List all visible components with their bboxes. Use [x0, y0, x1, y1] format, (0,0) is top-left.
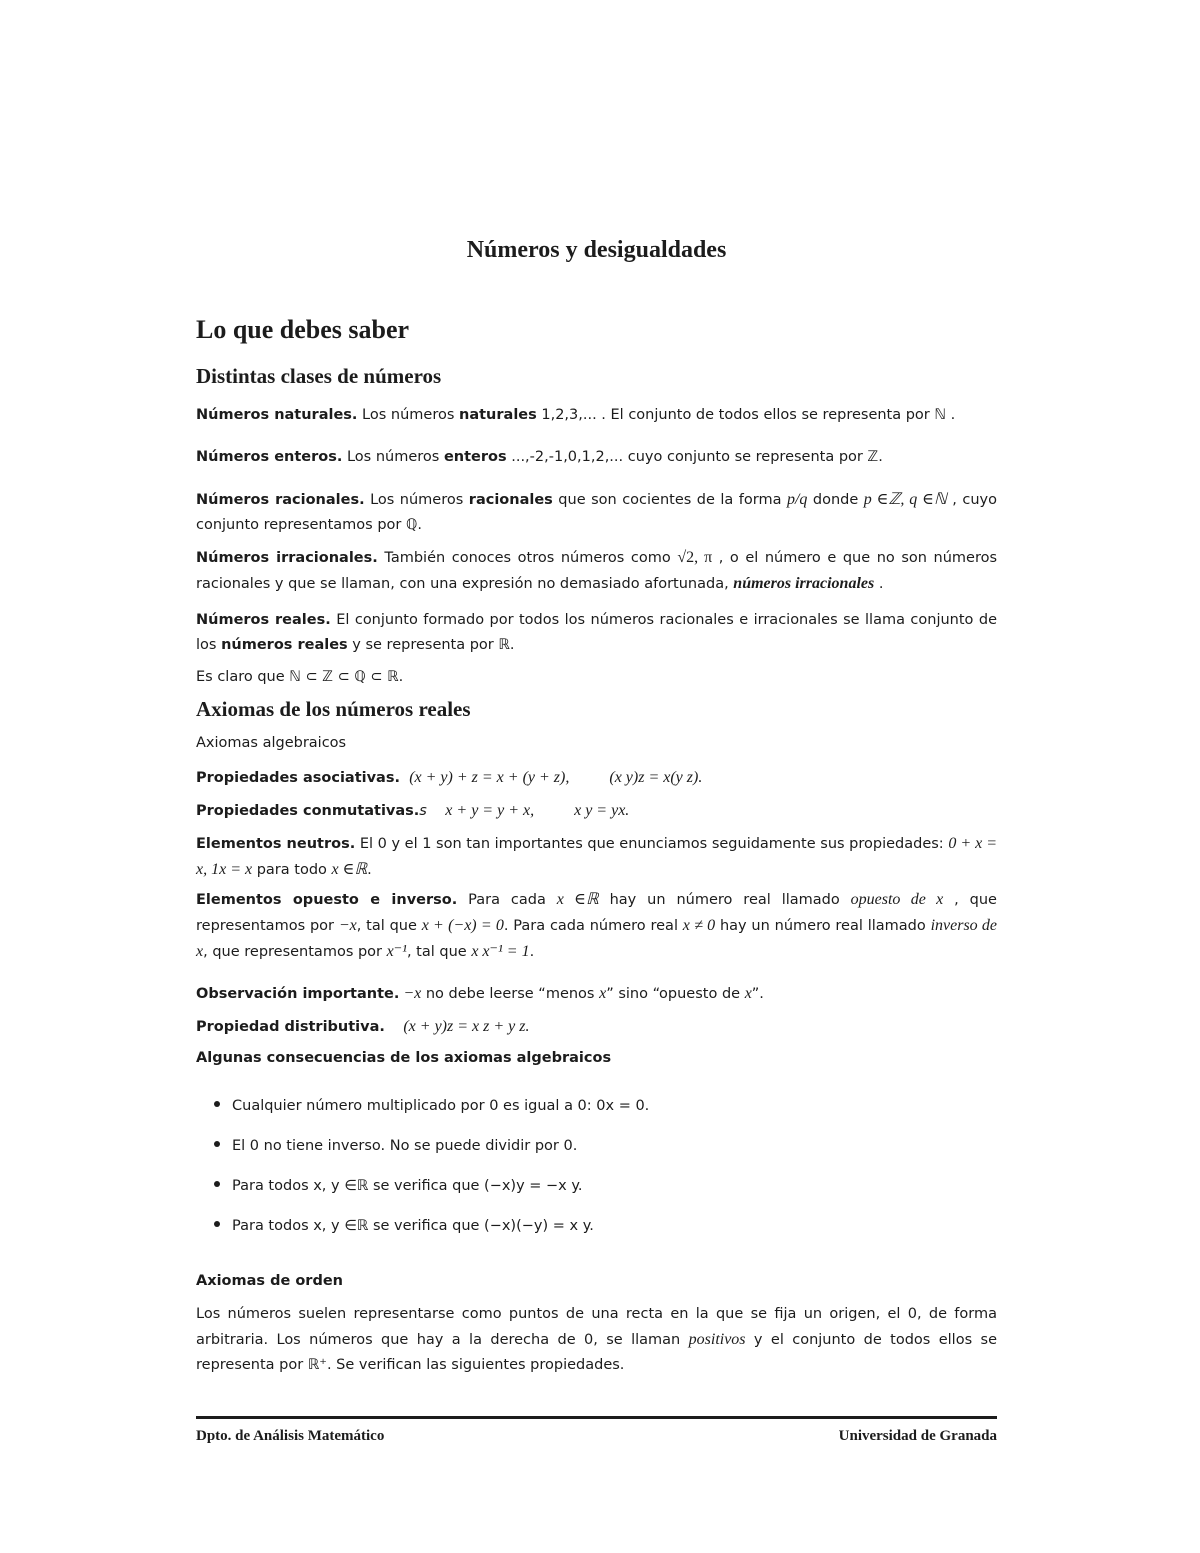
axiomas-orden-heading: Axiomas de orden [196, 1273, 343, 1289]
axiomas-algebraicos-label: Axiomas algebraicos [196, 735, 347, 751]
page [196, 0, 997, 1553]
inclusion-chain: Es claro que ℕ ⊂ ℤ ⊂ ℚ ⊂ ℝ. [196, 669, 404, 685]
bullet-icon [214, 1221, 220, 1227]
list-item: Para todos x, y ∈ℝ se verifica que (−x)(−y) = x y. [214, 1218, 594, 1234]
subsection-clases: Distintas clases de números [196, 364, 442, 388]
bullet-icon [214, 1141, 220, 1147]
para-asociativas: Propiedades asociativas. (x + y) + z = x + (y + z), (x y)z = x(y z). [196, 769, 703, 786]
list-item: Para todos x, y ∈ℝ se verifica que (−x)y = −x y. [214, 1178, 583, 1194]
footer-left: Dpto. de Análisis Matemático [196, 1428, 385, 1444]
para-observacion: Observación importante. −x no debe leerse “menos x” sino “opuesto de x”. [196, 985, 764, 1002]
para-distributiva: Propiedad distributiva. (x + y)z = x z + y z. [196, 1018, 530, 1035]
consecuencias-heading: Algunas consecuencias de los axiomas algebraicos [196, 1050, 612, 1066]
para-neutros: Elementos neutros. El 0 y el 1 son tan importantes que enunciamos seguidamente sus propiedades: 0 + x = x, 1x = x para todo x ∈ℝ. [196, 835, 998, 878]
subsection-axiomas: Axiomas de los números reales [196, 697, 471, 721]
para-opuesto-inverso: Elementos opuesto e inverso. Para cada x ∈ℝ hay un número real llamado opuesto de x , que representamos por −x, tal que x + (−x) = 0. Para cada número real x ≠ 0 hay un número real llamado inverso de x, que representamos por x⁻¹, tal que x x⁻¹ = 1. [196, 891, 997, 960]
list-item: Cualquier número multiplicado por 0 es igual a 0: 0x = 0. [214, 1098, 649, 1114]
footer-right: Universidad de Granada [838, 1428, 997, 1444]
para-reales: Números reales. El conjunto formado por todos los números racionales e irracionales se llama conjunto de los números reales y se representa por ℝ. [196, 612, 997, 653]
para-conmutativas: Propiedades conmutativas.s x + y = y + x, x y = yx. [196, 802, 630, 819]
page-title: Números y desigualdades [466, 237, 727, 263]
section-heading: Lo que debes saber [196, 315, 410, 344]
bullet-icon [214, 1181, 220, 1187]
para-racionales: Números racionales. Los números racionales que son cocientes de la forma p/q donde p ∈ℤ, q ∈ℕ , cuyo conjunto representamos por ℚ. [196, 491, 997, 533]
footer-rule [196, 1416, 997, 1419]
bullet-icon [214, 1101, 220, 1107]
para-orden: Los números suelen representarse como puntos de una recta en la que se fija un origen, el 0, de forma arbitraria. Los números que hay a la derecha de 0, se llaman positivos y el conjunto de todos ellos se representa por ℝ⁺. Se verifican las siguientes propiedades. [196, 1306, 998, 1373]
list-item: El 0 no tiene inverso. No se puede dividir por 0. [214, 1138, 577, 1154]
para-enteros: Números enteros. Los números enteros ...,-2,-1,0,1,2,... cuyo conjunto se representa por ℤ. [196, 449, 883, 465]
para-naturales: Números naturales. Los números naturales 1,2,3,... . El conjunto de todos ellos se representa por ℕ . [196, 407, 956, 423]
para-irracionales: Números irracionales. También conoces otros números como √2, π , o el número e que no son números racionales y que se llaman, con una expresión no demasiado afortunada, números irracionales . [196, 549, 998, 592]
